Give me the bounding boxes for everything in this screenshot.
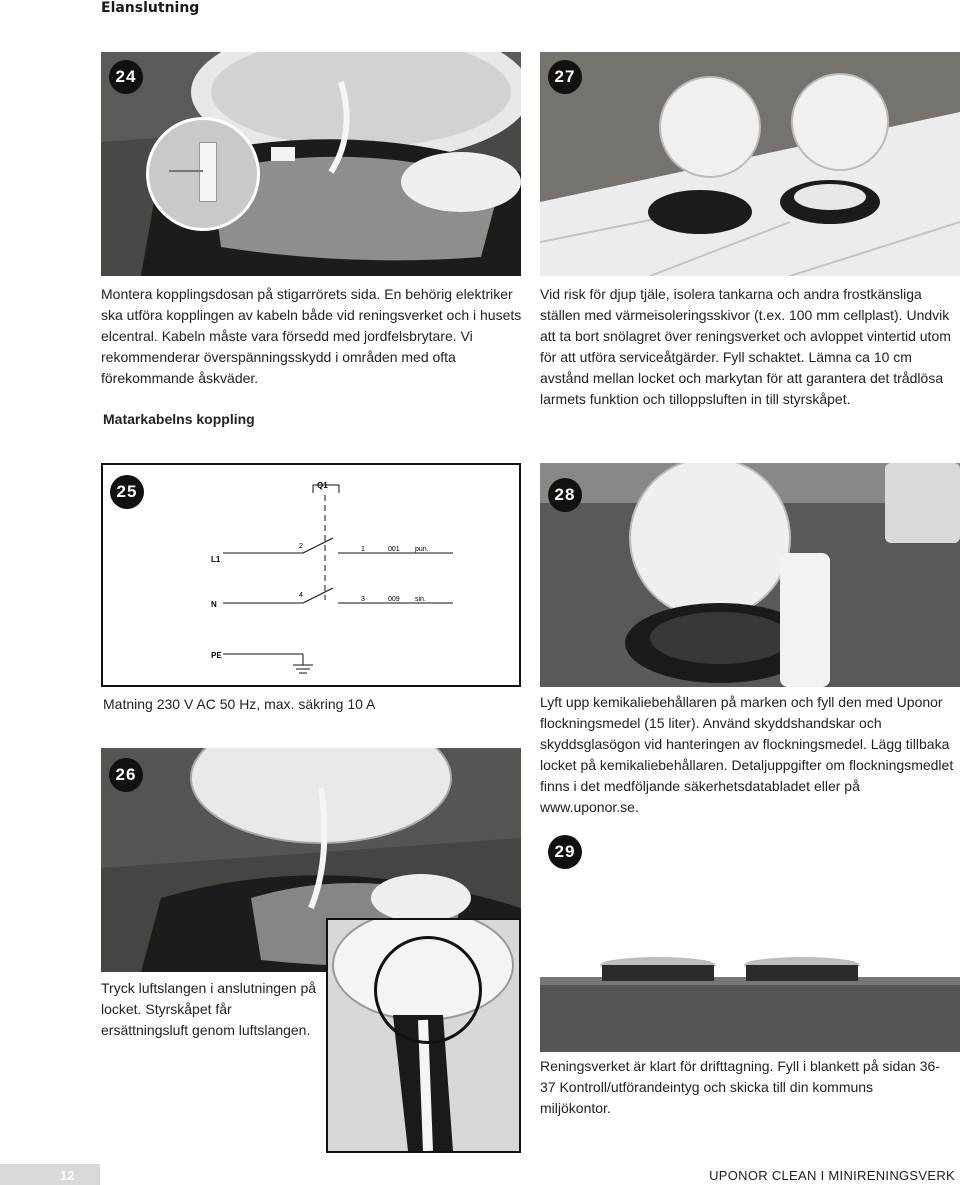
step-29-illustration xyxy=(540,827,960,1052)
breaker-label: Q1 xyxy=(317,481,328,490)
step-26-detail-inset xyxy=(326,918,521,1153)
wire-color-1: pun. xyxy=(415,546,429,553)
terminal-3-label: 3 xyxy=(361,596,365,603)
step-29-photo xyxy=(540,827,960,1052)
code-009: 009 xyxy=(388,596,400,603)
step-24-subheading: Matarkabelns koppling xyxy=(103,411,255,427)
zoom-circle xyxy=(146,117,260,231)
step-27-illustration xyxy=(540,52,960,276)
terminal-2-label: 2 xyxy=(299,543,303,550)
step-badge-28: 28 xyxy=(548,478,582,512)
l1-contact xyxy=(303,538,333,553)
footer-brand: UPONOR CLEAN I MINIRENINGSVERK xyxy=(709,1168,955,1183)
detail-zoom-circle xyxy=(374,936,482,1044)
step-26-text: Tryck luftslangen i anslutningen på locket. Styrskåpet får ersättningsluft genom luftslangen. xyxy=(101,980,317,1038)
pe-label: PE xyxy=(211,651,222,660)
page-number: 12 xyxy=(60,1168,75,1183)
n-contact xyxy=(303,588,333,603)
step-28-text: Lyft upp kemikaliebehållaren på marken och fyll den med Uponor flockningsmedel (15 liter). Använd skyddshandskar och skyddsglasögon vid hanteringen av flockningsmedel. Lägg tillbaka locket på kemikaliebehållaren. Detaljuppgifter om flockningsmedlet finns i det medföljande säkerhetsdatabladet eller på www.uponor.se. xyxy=(540,694,954,815)
step-27-photo xyxy=(540,52,960,276)
step-28-photo xyxy=(540,463,960,687)
step-25-caption: Matning 230 V AC 50 Hz, max. säkring 10 A xyxy=(103,696,376,712)
terminal-1-label: 1 xyxy=(361,546,365,553)
step-24-photo xyxy=(101,52,521,276)
section-title: Elanslutning xyxy=(101,0,200,16)
step-29-text: Reningsverket är klart för drifttagning. Fyll i blankett på sidan 36-37 Kontroll/utförandeintyg och skicka till din kommuns miljökontor. xyxy=(540,1058,940,1116)
step-badge-27: 27 xyxy=(548,60,582,94)
code-001: 001 xyxy=(388,546,400,553)
n-label: N xyxy=(211,600,217,609)
wire-color-3: sin. xyxy=(415,596,426,603)
terminal-4-label: 4 xyxy=(299,592,303,599)
cable xyxy=(169,170,203,172)
step-28-illustration xyxy=(540,463,960,687)
junction-box xyxy=(199,142,217,202)
footer-bar xyxy=(0,1164,100,1185)
step-badge-24: 24 xyxy=(109,60,143,94)
step-27-text: Vid risk för djup tjäle, isolera tankarna och andra frostkänsliga ställen med värmeisoleringsskivor (t.ex. 100 mm cellplast). Undvik att ta bort snölagret över reningsverket och avloppet vintertid utom för att utföra serviceåtgärder. Fyll schaktet. Lämna ca 10 cm avstånd mellan locket och markytan för att garantera det trådlösa larmets funktion och tilloppsluften in till styrskåpet. xyxy=(540,286,951,407)
l1-label: L1 xyxy=(211,555,221,564)
wiring-diagram xyxy=(101,463,521,687)
step-badge-26: 26 xyxy=(109,758,143,792)
step-24-text: Montera kopplingsdosan på stigarrörets sida. En behörig elektriker ska utföra kopplingen av kabeln både vid reningsverket och i husets elcentral. Kabeln måste vara försedd med jordfelsbrytare. Vi rekommenderar överspänningsskydd i områden med ofta förekommande åskväder. xyxy=(101,286,522,386)
step-badge-25: 25 xyxy=(110,475,144,509)
step-badge-29: 29 xyxy=(548,835,582,869)
